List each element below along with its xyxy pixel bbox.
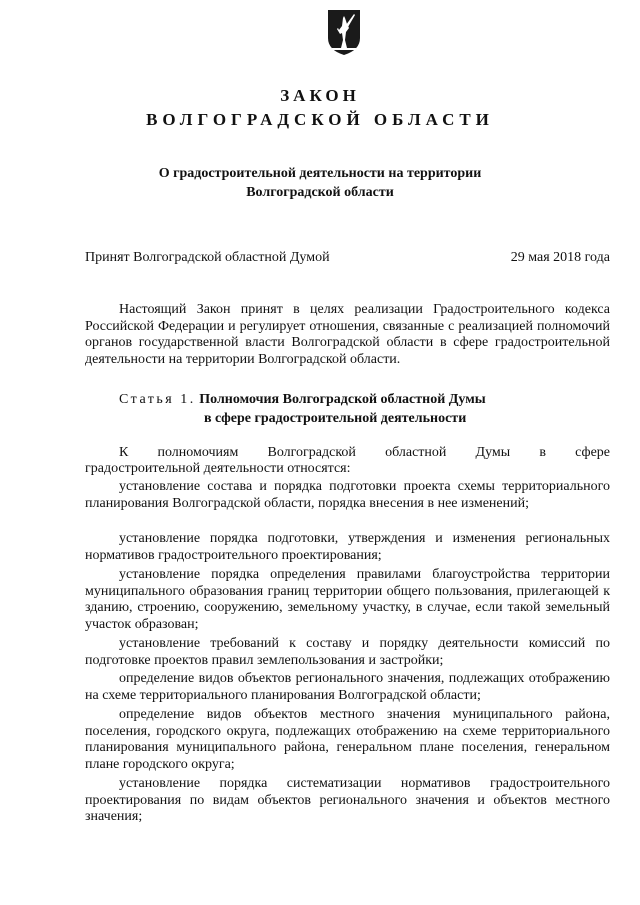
article-intro-line-1: К полномочиям Волгоградской областной Думы в сфере	[119, 445, 610, 460]
list-item: определение видов объектов местного значения муниципального района, поселения, городского округа, подлежащих отображению на схеме территориального планирования муниципального района, генеральном плане поселения, генеральном плане городского округа;	[85, 707, 610, 772]
article-1-heading	[85, 390, 610, 426]
list-item: определение видов объектов регионального значения, подлежащих отображению на схеме территориального планирования Волгоградской области;	[85, 671, 610, 703]
law-region-title: ВОЛГОГРАДСКОЙ ОБЛАСТИ	[146, 110, 494, 129]
list-item: установление состава и порядка подготовки проекта схемы территориального планирования Волгоградской области, порядка внесения в нее изменений;	[85, 479, 610, 511]
list-item: установление порядка подготовки, утверждения и изменения региональных нормативов градостроительного проектирования;	[85, 531, 610, 563]
adoption-date: 29 мая 2018 года	[510, 250, 610, 265]
list-item: установление порядка систематизации нормативов градостроительного проектирования по видам объектов регионального значения и объектов местного значения;	[85, 776, 610, 824]
list-item: установление порядка определения правилами благоустройства территории муниципального образования границ территории общего пользования, прилегающей к зданию, строению, сооружению, земельному участку, в случае, если такой земельный участок образован;	[85, 567, 610, 632]
article-number: Статья 1.	[119, 392, 196, 407]
law-subject-line-1: О градостроительной деятельности на территории	[158, 166, 482, 181]
article-title-line-1: Полномочия Волгоградской областной Думы	[199, 392, 486, 407]
list-item: установление требований к составу и порядку деятельности комиссий по подготовке проектов правил землепользования и застройки;	[85, 636, 610, 668]
adopted-by: Принят Волгоградской областной Думой	[85, 250, 330, 265]
coat-of-arms-emblem	[326, 8, 362, 56]
preamble-paragraph: Настоящий Закон принят в целях реализации Градостроительного кодекса Российской Федерации и регулирует отношения, связанные с реализацией полномочий органов государственной власти Волгоградской области в сфере градостроительной деятельности на территории Волгоградской области.	[85, 302, 610, 367]
article-title-line-2: в сфере градостроительной деятельности	[204, 411, 467, 426]
law-subject-line-2: Волгоградской области	[246, 185, 394, 200]
article-intro-line-2: градостроительной деятельности относятся:	[85, 461, 351, 476]
law-title: ЗАКОН	[280, 86, 360, 105]
